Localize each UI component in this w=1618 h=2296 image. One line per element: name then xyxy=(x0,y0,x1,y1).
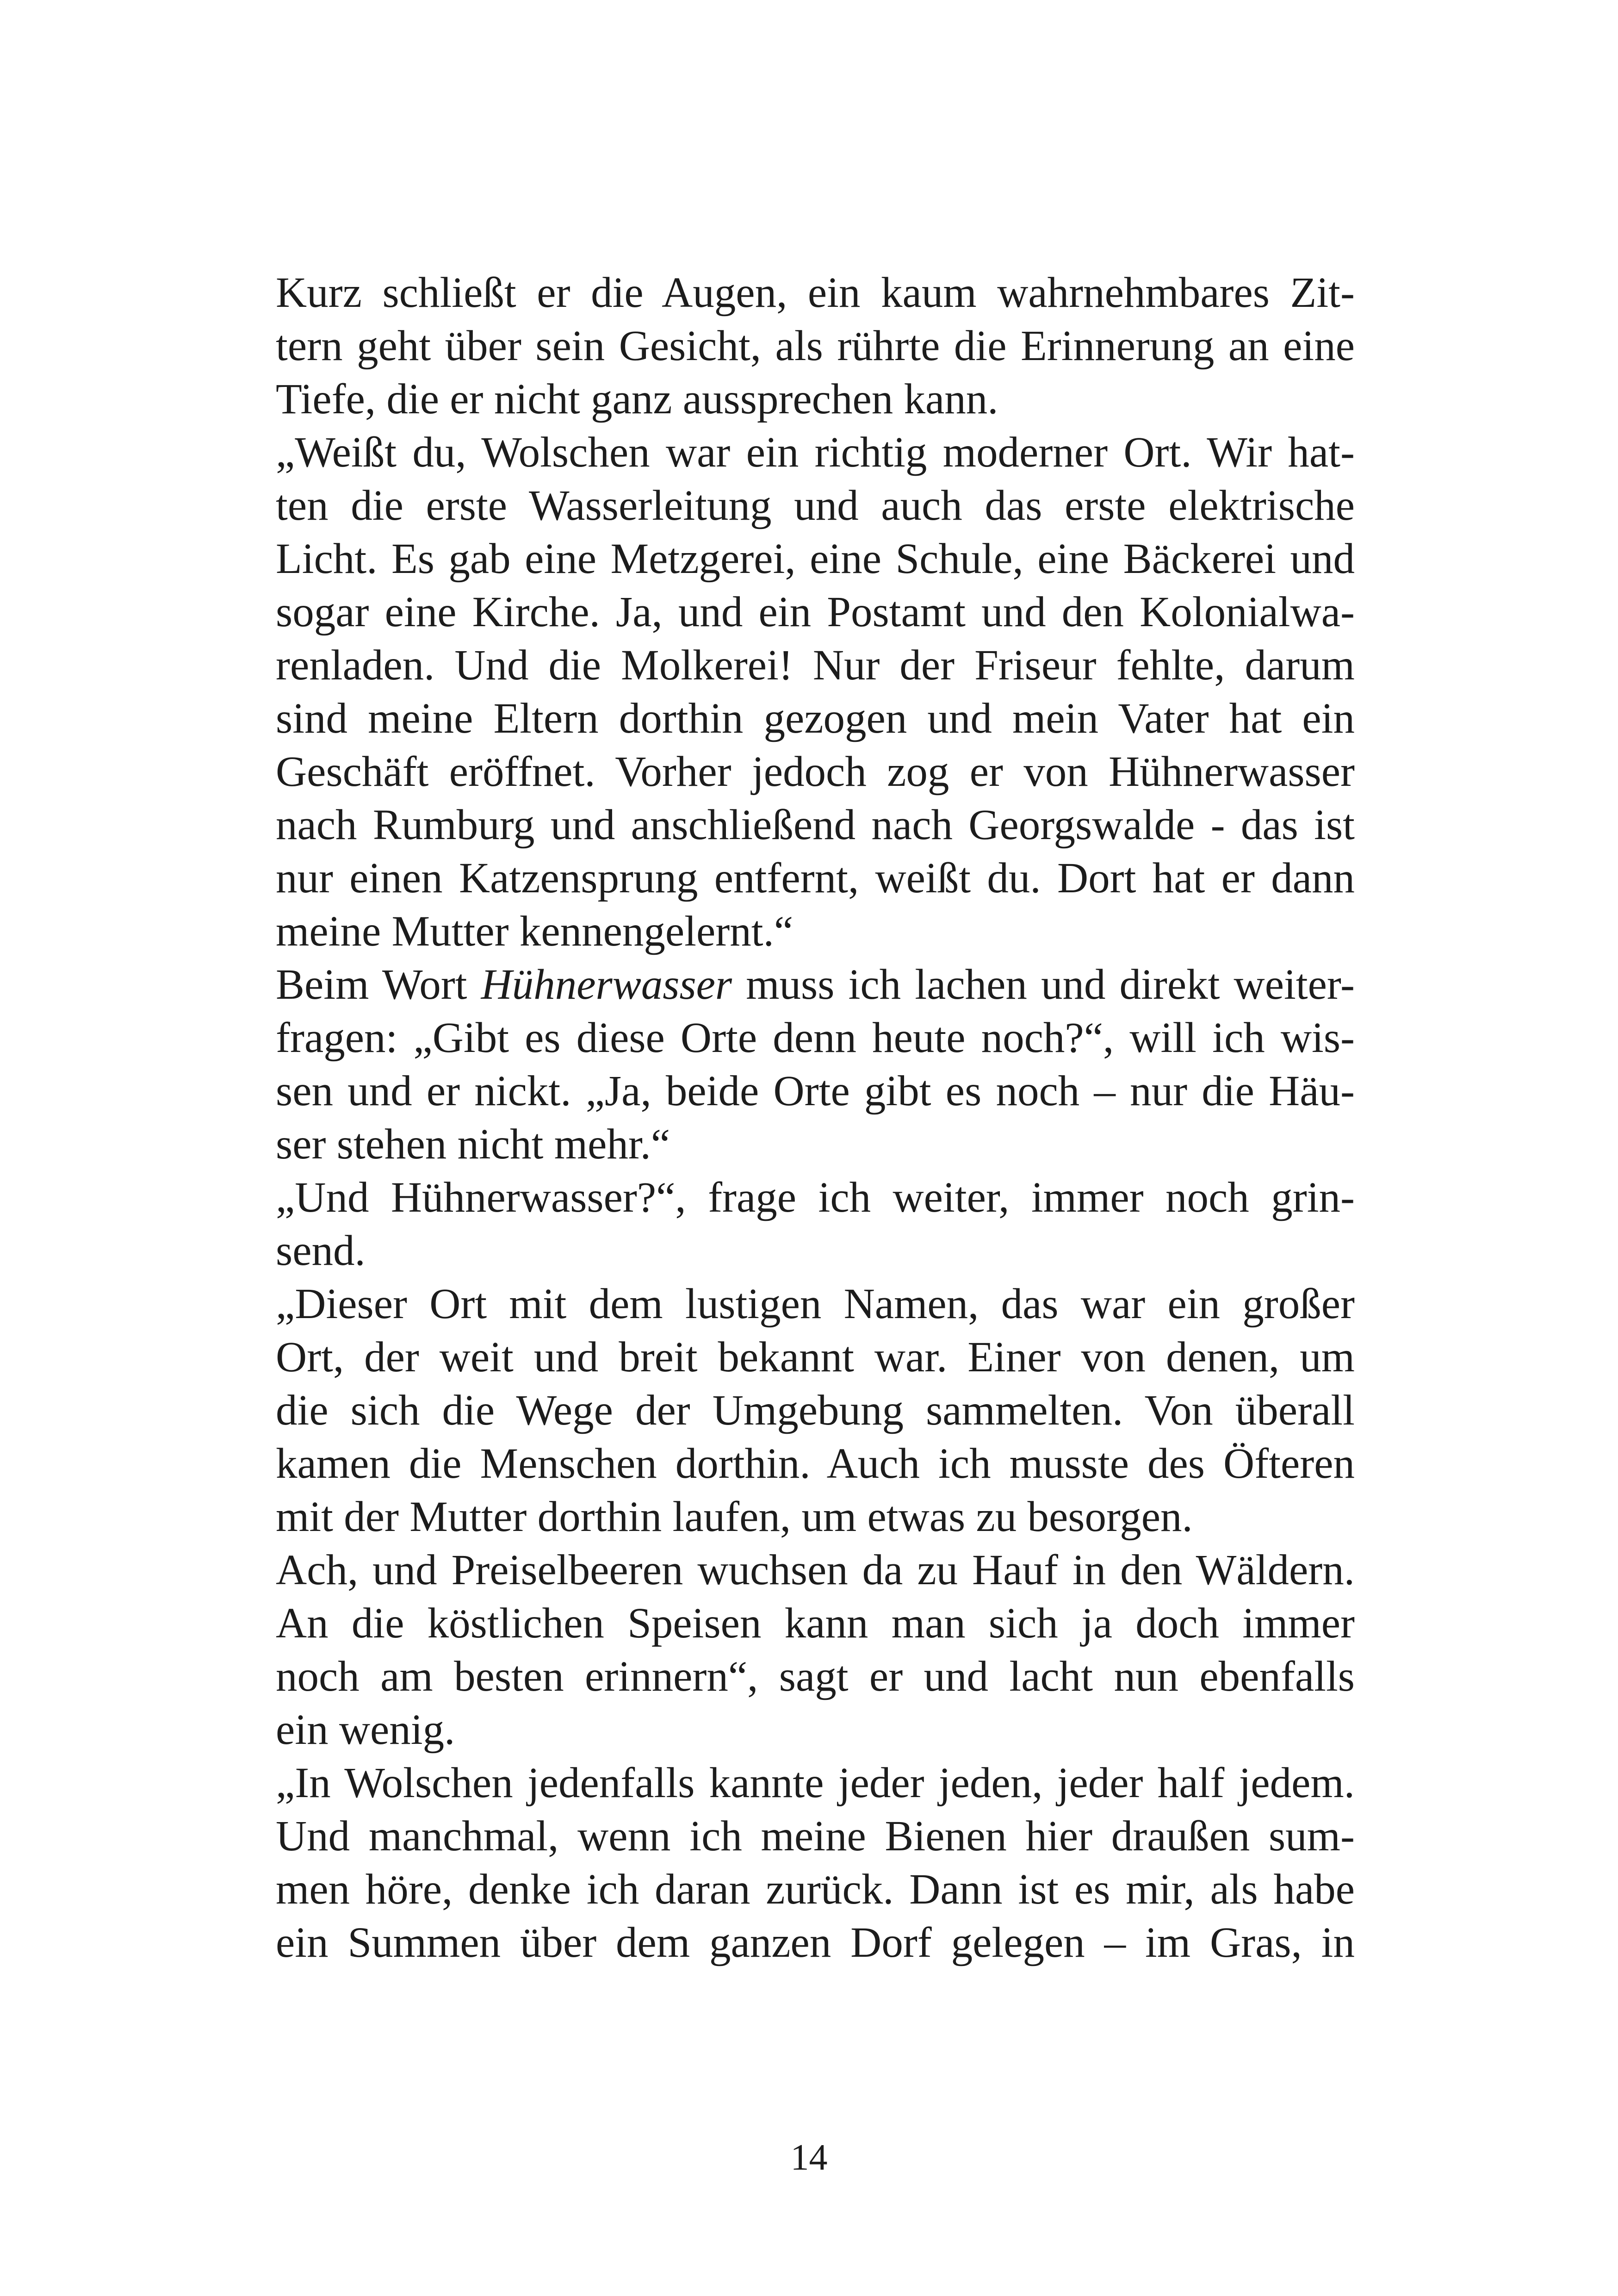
text-line: nur einen Katzensprung entfernt, weißt du. Dort hat er dann xyxy=(276,854,1355,902)
text-segment: muss ich lachen und direkt weiter- xyxy=(732,961,1355,1008)
text-line: sogar eine Kirche. Ja, und ein Postamt und den Kolonialwa- xyxy=(276,588,1355,636)
text-line: sen und er nickt. „Ja, beide Orte gibt es noch – nur die Häu- xyxy=(276,1067,1355,1115)
text-line: tern geht über sein Gesicht, als rührte die Erinnerung an eine xyxy=(276,322,1355,370)
italic-term: Hühnerwasser xyxy=(481,961,732,1008)
text-line: Ach, und Preiselbeeren wuchsen da zu Hauf in den Wäldern. xyxy=(276,1546,1355,1594)
text-line: ein wenig. xyxy=(276,1706,455,1754)
text-line: Tiefe, die er nicht ganz aussprechen kann. xyxy=(276,375,998,423)
text-line: An die köstlichen Speisen kann man sich ja doch immer xyxy=(276,1599,1355,1647)
text-line: mit der Mutter dorthin laufen, um etwas zu besorgen. xyxy=(276,1493,1193,1541)
text-line: ser stehen nicht mehr.“ xyxy=(276,1120,670,1168)
text-line: kamen die Menschen dorthin. Auch ich musste des Öfteren xyxy=(276,1440,1355,1487)
text-line: Ort, der weit und breit bekannt war. Einer von denen, um xyxy=(276,1333,1355,1381)
text-line: men höre, denke ich daran zurück. Dann ist es mir, als habe xyxy=(276,1866,1355,1913)
text-line: Und manchmal, wenn ich meine Bienen hier draußen sum- xyxy=(276,1812,1355,1860)
text-line xyxy=(276,958,1355,1011)
text-line: renladen. Und die Molkerei! Nur der Friseur fehlte, darum xyxy=(276,641,1355,689)
text-line: „Weißt du, Wolschen war ein richtig moderner Ort. Wir hat- xyxy=(276,429,1355,476)
text-line: noch am besten erinnern“, sagt er und lacht nun ebenfalls xyxy=(276,1653,1355,1700)
text-segment: Beim Wort xyxy=(276,961,481,1008)
text-line: send. xyxy=(276,1227,366,1275)
text-line: meine Mutter kennengelernt.“ xyxy=(276,908,794,955)
text-line: fragen: „Gibt es diese Orte denn heute noch?“, will ich wis- xyxy=(276,1014,1355,1062)
text-line: die sich die Wege der Umgebung sammelten. Von überall xyxy=(276,1387,1355,1434)
text-line: Geschäft eröffnet. Vorher jedoch zog er von Hühnerwasser xyxy=(276,748,1355,796)
text-line: ein Summen über dem ganzen Dorf gelegen – im Gras, in xyxy=(276,1919,1355,1966)
text-line: „Dieser Ort mit dem lustigen Namen, das war ein großer xyxy=(276,1280,1355,1328)
text-line: ten die erste Wasserleitung und auch das erste elektrische xyxy=(276,482,1355,529)
text-line: sind meine Eltern dorthin gezogen und mein Vater hat ein xyxy=(276,695,1355,742)
text-line: nach Rumburg und anschließend nach Georgswalde - das ist xyxy=(276,801,1355,849)
text-line: Kurz schließt er die Augen, ein kaum wahrnehmbares Zit- xyxy=(276,269,1355,317)
text-line: „In Wolschen jedenfalls kannte jeder jeden, jeder half jedem. xyxy=(276,1759,1355,1807)
text-line: Licht. Es gab eine Metzgerei, eine Schule, eine Bäckerei und xyxy=(276,535,1355,583)
page-number: 14 xyxy=(790,2137,828,2178)
text-line: „Und Hühnerwasser?“, frage ich weiter, immer noch grin- xyxy=(276,1174,1355,1221)
body-text xyxy=(276,266,1355,1969)
